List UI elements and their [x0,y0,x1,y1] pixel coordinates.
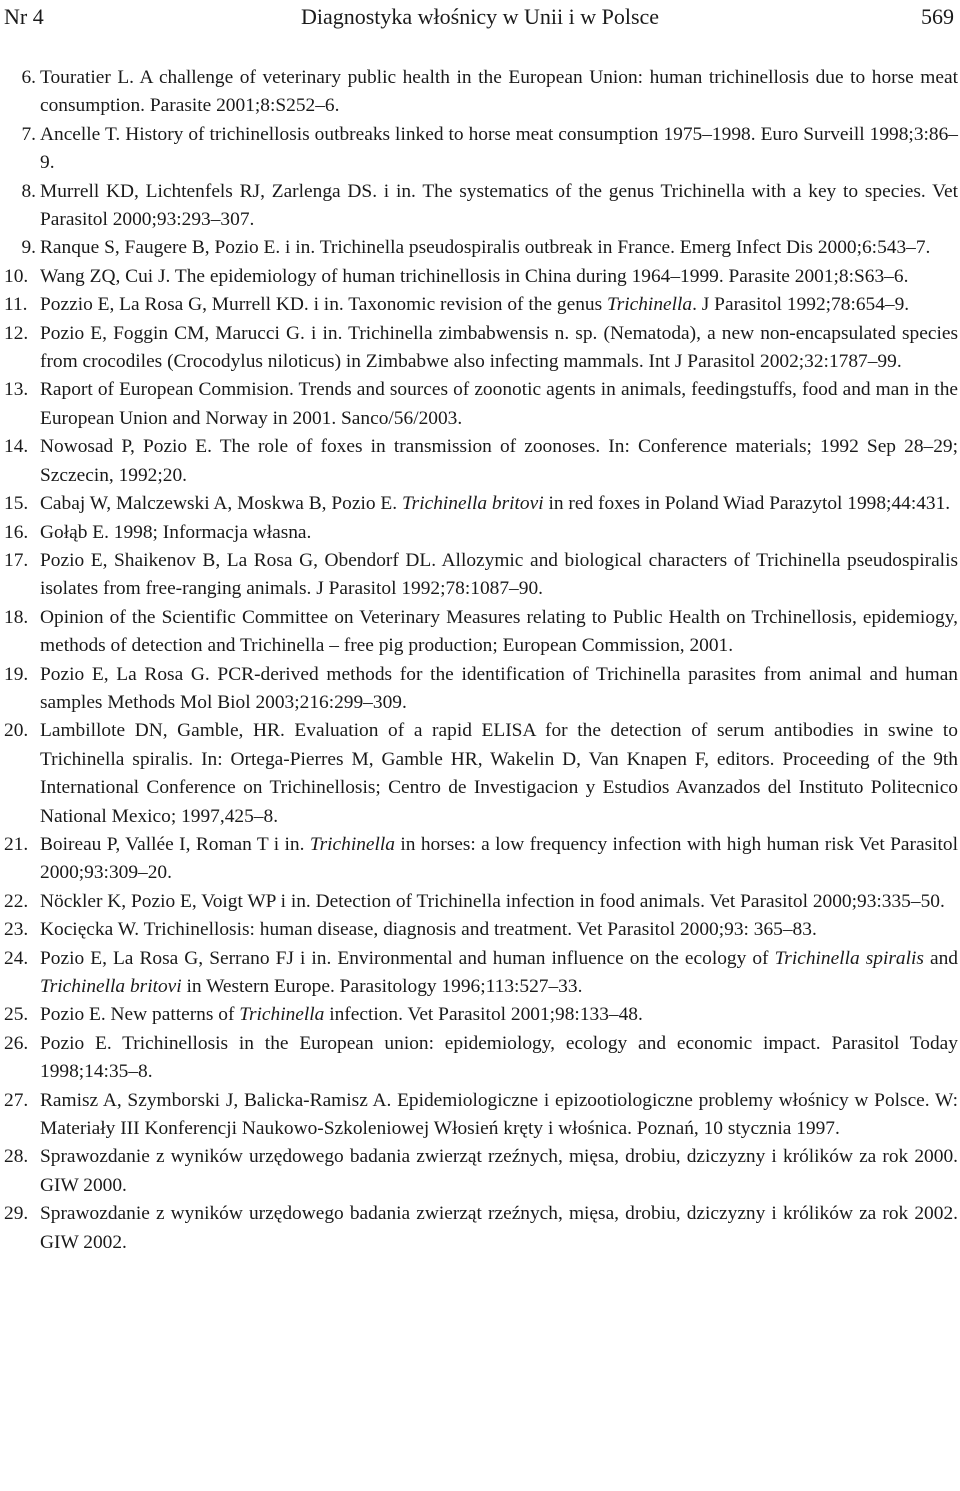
reference-text-segment: Pozio E. New patterns of [40,1004,240,1026]
reference-text [40,948,958,997]
reference-number: 24. [4,947,29,969]
reference-item [4,291,958,319]
reference-number: 23. [4,919,29,941]
reference-text [40,1203,958,1252]
reference-text-segment: Lambillote DN, Gamble, HR. Evaluation of a rapid ELISA for the detection of serum antibodies in swine to Trichinella spiralis. In: Ortega-Pierres M, Gamble HR, Wakelin D, Van Knapen F, editors. Proceeding of the 9th International Conference on Trichinellosis; Centro de Investigacion y Estudios Avanzados del Instituto Politecnico National Mexico; 1997,425–8. [40,720,958,827]
reference-text [40,664,958,713]
reference-text-segment: Wang ZQ, Cui J. The epidemiology of human trichinellosis in China during 1964–1999. Parasite 2001;8:S63–6. [40,265,909,287]
reference-number: 17. [4,549,29,571]
reference-item [4,519,958,547]
reference-text [40,720,958,826]
reference-text-segment: Pozio E, La Rosa G, Serrano FJ i in. Environmental and human influence on the ecology of [40,947,775,969]
reference-text [40,550,958,599]
page-header [0,0,960,34]
reference-number: 26. [4,1032,29,1054]
reference-italic-text: Trichinella [309,833,395,855]
reference-number: 12. [4,322,29,344]
reference-text-segment: Sprawozdanie z wyników urzędowego badania zwierząt rzeźnych, mięsa, drobiu, dziczyzny i królików za rok 2002. GIW 2002. [40,1203,958,1253]
reference-item [4,1087,958,1144]
reference-italic-text: Trichinella [239,1004,325,1026]
reference-italic-text: Trichinella [606,294,693,316]
reference-text [40,1146,958,1195]
reference-text [40,522,311,543]
reference-text-segment: . J Parasitol 1992;78:654–9. [692,294,910,316]
reference-item [4,263,958,291]
reference-text-segment: Nowosad P, Pozio E. The role of foxes in transmission of zoonoses. In: Conference materials; 1992 Sep 28–29; Szczecin, 1992;20. [40,436,958,486]
reference-text [40,493,950,514]
reference-item [4,490,958,518]
reference-text-segment: Ramisz A, Szymborski J, Balicka-Ramisz A. Epidemiologiczne i epizootiologiczne problemy włośnicy w Polsce. W: Materiały III Konferencji Naukowo-Szkoleniowej Włosień kręty i włośnica. Poznań, 10 stycznia 1997. [40,1089,958,1140]
reference-item [4,1001,958,1029]
reference-text-segment: Nöckler K, Pozio E, Voigt WP i in. Detection of Trichinella infection in food animals. Vet Parasitol 2000;93:335–50. [40,890,945,912]
reference-text [40,1090,958,1139]
reference-text-segment: and [923,947,958,969]
reference-item [4,320,958,377]
reference-number: 29. [4,1203,29,1225]
reference-number: 13. [4,379,29,401]
reference-number: 14. [4,436,29,458]
reference-number: 27. [4,1089,29,1111]
reference-item [4,433,958,490]
reference-text-segment: Cabaj W, Malczewski A, Moskwa B, Pozio E. [40,493,402,515]
reference-number: 19. [4,663,29,685]
reference-text [40,834,958,883]
reference-item [4,945,958,1002]
reference-number: 10. [4,265,29,287]
reference-text-segment: Pozio E, Shaikenov B, La Rosa G, Obendorf DL. Allozymic and biological characters of Trichinella pseudospiralis isolates from free-ranging animals. J Parasitol 1992;78:1087–90. [40,549,958,600]
reference-item [4,916,958,944]
reference-text-segment: Kocięcka W. Trichinellosis: human disease, diagnosis and treatment. Vet Parasitol 2000;93: 365–83. [40,919,817,941]
reference-number: 15. [4,493,29,515]
reference-text-segment: Pozio E, Foggin CM, Marucci G. i in. Trichinella zimbabwensis n. sp. (Nematoda), a new non-encapsulated species from crocodiles (Crocodylus niloticus) in Zimbabwe also infecting mammals. Int J Parasitol 2002;32:1787–99. [40,322,958,373]
reference-italic-text: Trichinella spiralis [774,947,924,969]
reference-text [40,67,958,116]
reference-text-segment: Touratier L. A challenge of veterinary public health in the European Union: human trichinellosis due to horse meat consumption. Parasite 2001;8:S252–6. [40,67,958,117]
reference-italic-text: Trichinella britovi [40,976,182,997]
reference-text [40,237,930,258]
reference-text-segment: Pozzio E, La Rosa G, Murrell KD. i in. Taxonomic revision of the genus [40,294,607,316]
reference-number: 7. [21,123,36,145]
reference-text-segment: Murrell KD, Lichtenfels RJ, Zarlenga DS. i in. The systematics of the genus Trichinella with a key to species. Vet Parasitol 2000;93:293–307. [40,180,958,231]
reference-text-segment: Opinion of the Scientific Committee on Veterinary Measures relating to Public Health on Trchinellosis, epidemiogy, methods of detection and Trichinella – free pig production; European Commission, 2001. [40,606,958,657]
reference-text-segment: Ranque S, Faugere B, Pozio E. i in. Trichinella pseudospiralis outbreak in France. Emerg Infect Dis 2000;6:543–7. [40,237,931,259]
reference-number: 11. [4,294,28,316]
reference-item [4,376,958,433]
reference-italic-text: Trichinella britovi [401,493,544,515]
reference-text [40,294,909,315]
reference-text [40,124,958,173]
reference-item [4,1030,958,1087]
reference-text-segment: Pozio E, La Rosa G. PCR-derived methods for the identification of Trichinella parasites from animal and human samples Methods Mol Biol 2003;216:299–309. [40,663,958,713]
reference-item [4,831,958,888]
reference-item [4,547,958,604]
reference-number: 21. [4,833,29,855]
reference-text-segment: Boireau P, Vallée I, Roman T i in. [40,833,310,855]
reference-item [4,661,958,718]
reference-item [8,64,958,121]
reference-list [4,64,958,1257]
reference-number: 20. [4,720,29,742]
reference-text [40,266,908,287]
reference-text [40,436,958,485]
reference-text-segment: Gołąb E. 1998; Informacja własna. [40,521,312,543]
reference-text-segment: Ancelle T. History of trichinellosis outbreaks linked to horse meat consumption 1975–1998. Euro Surveill 1998;3:86–9. [40,123,958,174]
reference-text [40,379,958,428]
reference-item [4,717,958,831]
running-title: Diagnostyka włośnicy w Unii i w Polsce [300,4,660,29]
reference-number: 18. [4,606,29,628]
reference-text [40,891,945,912]
page-number: 569 [921,4,954,29]
reference-item [8,121,958,178]
reference-item [4,888,958,916]
reference-number: 25. [4,1004,29,1026]
reference-text-segment: Sprawozdanie z wyników urzędowego badania zwierząt rzeźnych, mięsa, drobiu, dziczyzny i królików za rok 2000. GIW 2000. [40,1146,958,1196]
reference-text [40,181,958,230]
reference-text [40,607,958,656]
reference-number: 28. [4,1146,29,1168]
reference-item [8,234,958,262]
reference-text-segment: Pozio E. Trichinellosis in the European union: epidemiology, ecology and economic impact. Parasitol Today 1998;14:35–8. [40,1032,958,1083]
reference-text-segment: Raport of European Commision. Trends and sources of zoonotic agents in animals, feedingstuffs, food and man in the European Union and Norway in 2001. Sanco/56/2003. [40,379,958,429]
reference-number: 16. [4,521,29,543]
reference-text-segment: infection. Vet Parasitol 2001;98:133–48. [324,1004,643,1026]
reference-text [40,323,958,372]
reference-text-segment: in Western Europe. Parasitology 1996;113:527–33. [181,976,583,997]
issue-number: Nr 4 [4,4,44,29]
reference-number: 6. [21,67,36,88]
reference-number: 9. [21,237,36,259]
reference-item [4,604,958,661]
reference-text [40,1004,643,1025]
reference-number: 22. [4,890,29,912]
reference-number: 8. [21,180,36,202]
reference-item [8,178,958,235]
reference-item [4,1200,958,1257]
reference-text [40,919,817,940]
reference-text [40,1033,958,1082]
reference-item [4,1143,958,1200]
reference-text-segment: in horses: a low frequency infection with high human risk Vet Parasitol 2000;93:309–20. [40,833,958,884]
reference-text-segment: in red foxes in Poland Wiad Parazytol 1998;44:431. [543,493,951,515]
